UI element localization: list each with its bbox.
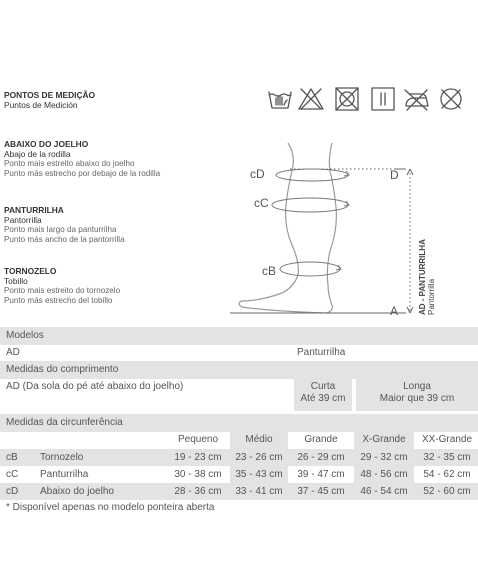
D-label: D: [390, 168, 399, 182]
table-cell: 37 - 45 cm: [297, 486, 345, 497]
row-code: cC: [6, 469, 19, 480]
row-name: Tornozelo: [40, 452, 84, 463]
cB-ellipse: [280, 262, 340, 276]
leg-diagram: [230, 135, 445, 325]
no-tumble-dry-icon: [336, 88, 358, 110]
length-option-value: Maior que 39 cm: [379, 393, 455, 404]
no-dry-clean-icon: [441, 89, 461, 109]
row-code: cB: [6, 452, 18, 463]
vertical-label-1: AD - PANTURRILHA: [418, 239, 427, 315]
measure-points-subtitle: Puntos de Medición: [4, 100, 78, 110]
modelos-row: [0, 327, 478, 345]
row-name: Panturrilha: [40, 469, 89, 480]
size-header: Médio: [230, 432, 288, 449]
table-cell: 54 - 62 cm: [423, 469, 471, 480]
size-header: Pequeno: [177, 434, 219, 445]
footnote: * Disponível apenas no modelo ponteira aberta: [6, 502, 215, 513]
table-cell: 30 - 38 cm: [174, 469, 222, 480]
table-cell: 33 - 41 cm: [235, 486, 283, 497]
cC-ellipse: [272, 198, 348, 212]
measure-points-title: PONTOS DE MEDIÇÃO: [4, 90, 96, 100]
modelos-label: Modelos: [6, 330, 44, 341]
vertical-label-2: Pantorrilla: [427, 278, 436, 315]
sizes-header-row: [0, 432, 478, 449]
section-line: Ponto mais largo da panturrilha: [4, 225, 117, 234]
section-line: Ponto mais estreito do tornozelo: [4, 286, 121, 295]
table-cell: 39 - 47 cm: [297, 469, 345, 480]
size-table: [0, 327, 478, 516]
length-row: [0, 379, 478, 411]
section-line: Punto más estrecho del tobillo: [4, 295, 113, 305]
section-calf: [4, 205, 125, 244]
care-icons-row: [267, 86, 463, 112]
circ-header-row: [0, 414, 478, 432]
table-row: [0, 466, 478, 483]
section-line: Pantorrilla: [4, 215, 42, 225]
length-row-label: AD (Da sola do pé até abaixo do joelho): [6, 381, 184, 392]
section-line: Ponto mais estreito abaixo do joelho: [4, 159, 135, 168]
row-code: cD: [6, 486, 19, 497]
cB-label: cB: [262, 264, 277, 278]
table-cell: 29 - 32 cm: [360, 452, 408, 463]
no-iron-icon: [405, 90, 428, 110]
cC-label: cC: [254, 196, 269, 210]
dry-flat-icon: [372, 88, 394, 110]
model-code: AD: [6, 347, 20, 358]
table-cell: 46 - 54 cm: [360, 486, 408, 497]
table-cell: 28 - 36 cm: [174, 486, 222, 497]
cD-label: cD: [250, 167, 265, 181]
section-title: ABAIXO DO JOELHO: [4, 139, 89, 149]
section-below-knee: [4, 139, 160, 178]
cD-ellipse: [276, 169, 348, 181]
no-bleach-icon: [299, 89, 323, 109]
table-cell: 48 - 56 cm: [354, 466, 414, 483]
table-row: [0, 483, 478, 500]
section-line: Tobillo: [4, 276, 28, 286]
size-header: X-Grande: [354, 432, 414, 449]
section-line: Abajo de la rodilla: [4, 149, 71, 159]
measure-points-header: [4, 90, 95, 110]
length-option-name: Longa: [403, 381, 431, 392]
table-cell: 32 - 35 cm: [423, 452, 471, 463]
table-cell: 35 - 43 cm: [230, 466, 288, 483]
size-header: XX-Grande: [421, 434, 473, 445]
length-option: [294, 379, 352, 411]
table-cell: 23 - 26 cm: [235, 452, 283, 463]
section-line: Punto más estrecho por debajo de la rodilla: [4, 168, 161, 178]
table-row: [0, 449, 478, 466]
section-title: PANTURRILHA: [4, 205, 64, 215]
size-header: Grande: [304, 434, 338, 445]
length-option-name: Curta: [310, 381, 336, 392]
length-option: [356, 379, 478, 411]
footnote-row: [0, 500, 478, 516]
length-header-row: [0, 361, 478, 379]
section-line: Punto más ancho de la pantorrilla: [4, 234, 125, 244]
length-option-value: Até 39 cm: [300, 393, 346, 404]
length-label: Medidas do comprimento: [6, 364, 119, 375]
table-cell: 26 - 29 cm: [297, 452, 345, 463]
section-title: TORNOZELO: [4, 266, 57, 276]
section-ankle: [4, 266, 120, 305]
model-row: [0, 345, 478, 361]
model-name: Panturrilha: [297, 347, 346, 358]
table-cell: 52 - 60 cm: [423, 486, 471, 497]
table-cell: 19 - 23 cm: [174, 452, 222, 463]
A-label: A: [390, 304, 399, 318]
hand-wash-icon: [269, 92, 291, 108]
circ-label: Medidas da circunferência: [6, 417, 123, 428]
row-name: Abaixo do joelho: [40, 486, 114, 497]
